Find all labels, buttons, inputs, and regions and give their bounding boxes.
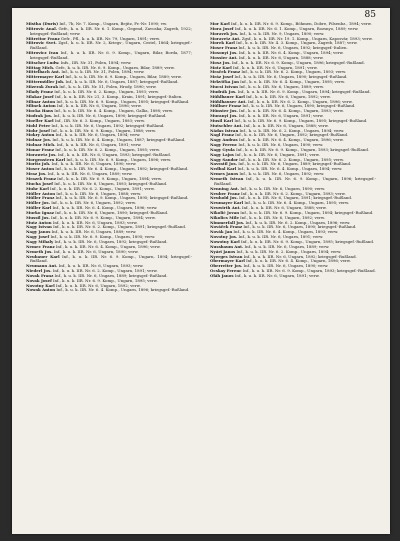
entry-name: Nyerges Istvan — [210, 253, 243, 259]
entry-name: Oláh Janos — [210, 272, 234, 278]
entry-name: Morgenstern Karl — [26, 156, 66, 162]
entry-details: Gefr., k. u. k. IIR. Nr. 6. 1. Komp., Gegend, Zavoska; Zagreb, 1922; kriegsgef.-Rußland; verw. — [30, 25, 192, 36]
entry-details: Inf., k. u. k. IIR. Nr. 6. 1. Komp., Ungarn, Rozsnyo, 1889; verw. — [233, 25, 359, 31]
entry-details: Inf., k. u. k. IIR. Nr. 6, Ungarn, 1890; kriegsgef.-Rußland. — [53, 209, 169, 215]
entry-name: Oberreiter Jos. — [210, 263, 243, 269]
entry-name: Nagy Gyula — [210, 146, 235, 152]
entry-name: Mraček Franz — [210, 69, 241, 75]
entry-details: Gefr., Pfl., k. u. k. IIR. Nr. 79, Ungarn, 1891; verw. — [59, 35, 161, 41]
entry-details: Inf., k. u. k. IIR. Nr. 6, Ungarn, 1891; kriegsgef.-Rußland. — [237, 195, 353, 201]
entry-name: Novotny Jos. — [210, 234, 238, 240]
entry-name: Nemes Janos — [210, 171, 239, 177]
entry-name: Navratil Jos. — [210, 161, 237, 167]
entry-name: Mlinar Anton — [26, 98, 56, 104]
entry-details: Inf., k. u. k. IIR. Nr. 6, Ungarn, 1892; kriegsgef.-Rußland. — [50, 122, 165, 128]
entry-name: Moravetz Ant. — [210, 35, 241, 41]
entry-name: Mosz Jos. — [210, 59, 231, 65]
entry-name: Mohr Josef — [26, 127, 50, 133]
entry-details: Inf., k. u. k. IIR. Nr. 6, Ungarn, 1890; verw. — [50, 161, 137, 167]
entry-name: Mokry Anton — [26, 132, 55, 138]
entry-name: Nagy Ferenc — [210, 142, 238, 148]
entry-details: Inf., k. u. k. IIR. Nr. 6, Ungarn, 1892; verw. — [238, 171, 325, 177]
entry-details: Inf., k. u. k. IIR. Nr. 6. 9. Komp., Ungarn, 1895; kriegsgef.-Rußland. — [55, 98, 190, 104]
entry-name: Mlady Franz — [26, 88, 53, 94]
entry-details: Inf., k. u. k. IIR. Nr. 6. 4. Komp., Ungarn, 1895; verw. — [243, 200, 350, 206]
entry-name: Mrkvička Jan — [210, 79, 239, 85]
entry-name: Moser Franz — [210, 45, 238, 51]
entry-name: Mráz Josef — [210, 74, 234, 80]
entry-name: Mrazek Franz — [26, 176, 56, 181]
entry-details: Inf., k. u. k. IIR. Nr. 6. 9. Komp., Ungarn, 1895; verw. — [51, 277, 158, 283]
entry-name: Morek Karl — [210, 40, 235, 46]
list-entry — [210, 274, 376, 279]
entry-name: Nikolics Mile — [210, 214, 239, 220]
entry-details: Inf., k. u. k. IIR. Nr. 6. 4. Komp., Ungarn, 1896; verw. — [244, 258, 351, 264]
entry-details: Inf., k. u. k. IIR. Nr. 6. 2. Komp., Ungarn, 1891; verw. — [48, 185, 155, 191]
entry-name: Mohl Peter — [26, 122, 51, 128]
entry-name: Monar Franz — [26, 146, 54, 152]
entry-name: Neumayer Karl — [210, 200, 244, 206]
entry-details: Inf., k. u. k. IIR. Nr. 6. 9. Komp., Ungarn, 1895; kriegsgef.-Rußland. — [233, 117, 368, 123]
entry-details: Infs., IIR. Nr. 31, Polen, 1894; verw. — [59, 59, 132, 65]
entry-details: Inf., k. u. k. IIR. Nr. 31, Polen, 1894; verw. — [60, 69, 145, 75]
entry-details: Inf., k. u. k. IIR. Nr. 6, Ungarn, 1890; verw. — [237, 142, 324, 148]
entry-details: Inf., k. u. k. IIR. Nr. 6, Ungarn, 1892; kriegsgef.-Rußland. — [53, 238, 168, 244]
entry-name: Mosonyi Jos. — [210, 50, 238, 56]
entry-details: Inf., k. u. k. IIR. Nr. 6. 2. Komp., Ungarn, 1894; verw. — [238, 127, 345, 133]
entry-name: Münster Jos. — [210, 108, 238, 114]
entry-details: Inf., k. u. k. IIR. Nr. 6, Ungarn, 1888; verw. — [242, 122, 329, 128]
entry-details: Inf., k. u. k. IIR. Nr. 6, Ungarn, 1892; verw. — [49, 200, 136, 206]
entry-name: Molnar Jos. — [26, 137, 52, 143]
entry-details: Inf., k. u. k. IIR. Nr. 6. 2. Komp., Ungarn, 1891; verw. — [51, 268, 158, 274]
entry-name: Nemeth Jos. — [26, 248, 53, 254]
entry-name: Novak Josef — [26, 277, 52, 283]
entry-details: Inf., k. u. k. IIR. Nr. 6. 2. Komp., Ungarn, 1895; verw. — [53, 146, 160, 152]
entry-name: Mraz Jos. — [26, 171, 47, 177]
entry-details: Inf., k. u. k. IIR. Nr. 6, Ungarn, 1889; kriegsgef.-Rußland. — [53, 272, 168, 278]
entry-name: Nemeth Istvan — [210, 176, 244, 181]
entry-name: Novak Franz — [26, 272, 54, 278]
entry-name: Mossier Ant. — [210, 54, 238, 60]
entry-name: Mora Josef — [210, 25, 234, 31]
entry-name: Obermayer Karl — [210, 258, 245, 264]
entry-name: Mudrák Jos. — [210, 88, 237, 94]
entry-name: Nimmerfall Jos. — [210, 219, 245, 225]
entry-name: Mittelbach Ant. — [26, 69, 61, 75]
entry-name: Müller Jos. — [26, 200, 50, 206]
entry-details: Inf., k. u. k. IIR. Nr. 9, Ungarn, 1890; verw. — [238, 30, 325, 36]
entry-name: Müllner Franz — [210, 103, 242, 109]
entry-details: Inf., k. u. k. IIR. Nr. 6. 4. Komp., Ungarn, 1896; kriegsgef.-Rußland. — [55, 287, 190, 293]
entry-name: Mlinek Anton — [26, 103, 56, 109]
entry-details: Inf., k. u. k. IIR. Nr. 6, Ungarn, 1889; verw. — [243, 243, 330, 249]
entry-details: Inf., k. u. k. IIR. Nr. 6, Ungarn, 1890; verw. — [52, 248, 139, 254]
entry-details: Inf., k. u. k. IIR. Nr. 6. 4. Komp., Ungarn, 1887; kriegsgef.-Rußland. — [51, 137, 186, 143]
entry-details: Inf., k. u. k. IIR. Nr. 6, Ungarn, 1888; verw. — [237, 54, 324, 60]
entry-details: Inf., k. u. k. IIR. Nr. 6. 2. Komp., Ungarn, 1894; verw. — [235, 248, 342, 254]
entry-details: Inf., k. u. k. IIR. Nr. 6. 2. Komp., Ungarn, 1895; verw. — [237, 156, 344, 162]
entry-name: Nowak Anton — [26, 287, 56, 293]
entry-name: Mitrovic Svet. — [26, 40, 57, 46]
entry-name: Moritz Joh. — [26, 161, 51, 167]
entry-name: Muranyi Jos. — [210, 113, 238, 119]
entry-details: Inf., k. u. k. IIR. Nr. 6, Ungarn, 1888; verw. — [240, 205, 327, 211]
entry-name: Mucha Josef — [26, 180, 53, 186]
entry-name: Motz Karl — [210, 64, 232, 70]
entry-name: Neuhold Jos. — [210, 195, 238, 201]
entry-details: Inf., k. u. k. IIR. Nr. 6. 9. Komp., Ungarn, 1895; kriegsgef.-Rußland. — [239, 238, 375, 244]
entry-name: Nádas Istvan — [210, 127, 239, 133]
entry-details: Inf., k. u. k. IIR. Nr. 6, Ungarn, 1889; verw. — [50, 229, 137, 235]
entry-details: Inf., k. u. k. IIR. Nr. 6, Ungarn, 1887; kriegsgef.-Rußland. — [64, 79, 179, 85]
entry-name: Mitreitor Franz — [26, 35, 60, 41]
entry-details: Inf., k. u. k. IIR. Nr. 6, Ungarn, 1893; verw. — [57, 263, 144, 269]
entry-details: Inf., 7b, Nr. 7. Komp., Ungarn, Bejitz, Fr.-Nr. 1090; vw. — [58, 21, 167, 26]
entry-name: Mittermayer Karl — [26, 74, 65, 80]
entry-details: Inf., k. u. k. IIR. Nr. 21, 3. Komp., Krain, 1891; kriegsgef.-Italien. — [53, 93, 183, 99]
column-right — [210, 22, 376, 279]
entry-details: Inf., k. u. k. IIR. Nr. 6, Ungarn, 1890; verw. — [239, 185, 326, 191]
entry-name: Neubauer Karl — [26, 253, 60, 259]
entry-name: Mocka Hans — [26, 108, 54, 114]
entry-details: Inf., k. u. k. IIR. Nr. 6, Ungarn, 1890; verw. — [242, 263, 329, 269]
entry-name: Nováček Franz — [210, 224, 243, 230]
entry-name: Müller Franz — [26, 195, 55, 201]
entry-details: Inf., k. u. k. IIR. Nr. 6. 4. Komp., Ungarn, Gallia, 1898; verw. — [53, 108, 174, 114]
entry-details: Inf., k. u. k. IIR. Nr. 6, Ungarn, 1891; verw. — [55, 142, 142, 148]
entry-details: Inf., k. u. k. IIR. Nr. 6. 9. Komp., Ungarn, 1896; verw. — [65, 156, 172, 162]
entry-details: Inf., k. u. k. IIR. Nr. 6, Ungarn, 1890; kriegsgef.-Rußland. — [233, 74, 348, 80]
entry-name: Mittag Mich. — [26, 64, 55, 70]
entry-details: Inf., k. u. k. IIR. Nr. 6, Ungarn, 1892; verw. — [54, 282, 141, 288]
entry-details: Inf., k. u. k. IIR. Nr. 6. 2. Komp., Ungarn, 1896; verw. — [246, 98, 353, 104]
entry-name: Müller Karl — [26, 205, 52, 211]
entry-details: Inf., k. u. k. IIR. Nr. 6, Ungarn, 1890; kriegsgef.-Rußland. — [241, 103, 356, 109]
entry-name: Murko Ignaz — [26, 209, 54, 215]
column-left — [26, 22, 192, 293]
entry-name: Mizerak Zurak — [26, 83, 59, 89]
entry-details: Inf., IIR. Nr. 6. 3. Komp., Ungarn, 1893; verw. — [53, 117, 146, 123]
entry-details: Inf., k. u. k. IIR. Nr. 6, Ungarn, 1893; kriegsgef.-Rußland. — [56, 151, 171, 157]
entry-details: Inf., k. u. k. IIR. Nr. 6. 9. Komp., Ungarn, 1895; verw. — [49, 234, 156, 240]
entry-name: Mühlbauer Karl — [210, 93, 245, 99]
list-entry — [26, 288, 192, 293]
entry-name: Nagy Andras — [210, 137, 238, 143]
entry-details: Inf., k. u. k. IIR. Nr. 6, Ungarn, 1891; verw. — [237, 234, 324, 240]
entry-name: Nagl Franz — [210, 132, 234, 138]
entry-details: Inf., k. u. k. IIR. Nr. 6, Ungarn, 1892; verw. — [244, 93, 331, 99]
entry-name: Mitrovic Anal. — [26, 25, 58, 31]
entry-name: Nagy Sandor — [210, 156, 238, 162]
entry-name: Nagy Lajos — [210, 151, 234, 157]
entry-details: Inf., k. u. k. IIR. Nr. 6. 9. Komp., Ungarn, 1894; kriegsgef.-Rußland. — [236, 88, 371, 94]
entry-details: Zgsf., k. u. k. IIR. Nr. 19. 1. Komp., Ungarn, Kaposvár, 1893; verw. — [240, 35, 373, 41]
entry-details: Inf., k. u. k. IIR. Nr. 4. 3. Komp., Ungarn, Zagreb, 1887; verw. — [234, 40, 358, 46]
entry-details: Inf., k. u. k. IIR. Nr. 6. 9. Komp., Ungarn, 1894; verw. — [55, 176, 162, 181]
entry-name: Novák Jan — [210, 229, 233, 235]
entry-details: Inf., k. u. k. IIR. Nr. 6. 2. Komp., Ungarn, 1893; verw. — [239, 190, 346, 196]
entry-details: Inf., k. u. k. IIR. Nr. 6. 4. Komp., Ungarn, 1896; verw. — [54, 243, 161, 249]
entry-details: Inf., k. u. k. IIR. Nr. 6. 4. Komp., Ungarn, 1894; verw. — [236, 166, 343, 172]
page-number: 85 — [364, 10, 376, 20]
entry-details: Inf., k. u. k. IIR. Nr. 6. 4. Komp., Ungarn, 1892; kriegsgef.-Rußland. — [54, 166, 189, 172]
entry-name: Nussbaum Ant. — [210, 243, 244, 249]
entry-details: Inf., k. u. k. IIR. Nr. 6. 9. Komp., Ungarn, 1894; kriegsgef.-Rußland. — [239, 209, 374, 215]
entry-details: Gefr., k. u. k. IIR. Nr. 6. 9. Komp., Ungarn, Bilar, 1889; verw. — [54, 64, 175, 70]
entry-name: Mutz Anton — [26, 219, 52, 225]
entry-name: Novotny Karl — [26, 282, 55, 288]
entry-details: Inf., k. u. k. IIR. Nr. 6. 4. Komp., Ungarn, 1893; verw. — [237, 108, 344, 114]
entry-details: Inf., k. u. k. IIR. Nr. 6. 4. Komp., Ungarn, 1893; verw. — [232, 229, 339, 235]
entry-details: Inf., k. u. k. IIR. Nr. 6, Ungarn, 1891; verw. — [231, 64, 318, 70]
entry-name: Mühlhauser Ant. — [210, 98, 247, 104]
entry-details: Inf., k. u. k. IIR. Nr. 6. 9. Komp., Ungarn, 1893; kriegsgef.-Rußland. — [241, 268, 376, 274]
entry-details: Inf., k. u. k. IIR. Nr. 6. 4. Komp., Ungarn, 1896; verw. — [51, 205, 158, 211]
entry-details: Inf., k. u. k. IIR. Nr. 6. 2. Komp., Ungarn, 1893; verw. — [52, 88, 159, 94]
entry-name: Müller Anton — [26, 190, 56, 196]
entry-name: Nedbal Karl — [210, 166, 237, 172]
entry-name: Niederl Jos. — [26, 268, 52, 274]
entry-name: Moravek Jos. — [210, 30, 239, 36]
entry-name: Mucsi Istvan — [210, 83, 238, 89]
entry-details: Inf., k. u. k. IIR. Nr. 6, Ungarn, 1893; kriegsgef.-Rußland. — [52, 180, 168, 186]
entry-details: Inf., k. u. k. IIR. Nr. 6. 9. Komp., Ungarn, Bilar, 1889; verw. — [64, 74, 182, 80]
entry-name: Nagy Janos — [26, 229, 51, 235]
entry-details: Zgsf., k. u. k. IIR. Nr. 2, Kriegs-, Ungarn, Cestel, 1864; kriegsgef.-Rußland. — [30, 40, 193, 51]
entry-details: Inf., k. u. k. IIR. Nr. 6, Ungarn, 1892; kriegsgef.-Rußland. — [242, 253, 357, 259]
entry-details: Inf., k. u. k. IIR. Nr. 51, Polen, Hrody, 1890; verw. — [58, 83, 157, 89]
entry-name: Muhr Karl — [26, 185, 49, 191]
entry-details: Inf., k. u. k. IIR. Nr. 6, Ungarn, 1888; verw. — [55, 190, 142, 196]
entry-name: Nenning Ant. — [210, 185, 240, 191]
entry-name: Mistha (Duris) — [26, 21, 59, 26]
entry-name: Mussil Jos. — [26, 214, 50, 220]
entry-name: Ocskay Ferenc — [210, 268, 242, 274]
entry-details: Inf., k. u. k. IIR. Nr. 6, Ungarn, 1890; kriegsgef.-Rußland. — [242, 224, 357, 230]
entry-details: Inf., k. u. k. IIR. Nr. 6, Ungarn, 1889; verw. — [46, 171, 133, 177]
entry-name: Morawetz Jos. — [26, 151, 57, 157]
entry-details: Inf., k. u. k. IIR. Nr. 6. 9. Komp., Ungarn, 1893; kriegsgef.-Rußland. — [234, 146, 370, 152]
entry-details: Inf., k. u. k. IIR. Nr. 6. 9. Komp., Ungarn, 1894; kriegsgef.-Rußland. — [30, 253, 192, 264]
entry-details: Inf., k. u. k. IIR. Nr. 6. 4. Komp., Ungarn, 1894; verw. — [237, 50, 344, 56]
entry-details: Inf., k. u. k. IIR. Nr. 6. 9. Komp., Ungarn, 1895; kriegsgef.-Rußland. — [54, 195, 189, 201]
entry-details: Inf., k. u. k. IIR. Nr. 6. 9. Komp., Böhmen, Dobre, Pilsenbz., 1894; verw. — [229, 21, 372, 26]
entry-name: Mor Karl — [210, 21, 230, 26]
entry-name: Musil Karl — [210, 117, 234, 123]
entry-details: Inf., k. u. k. IIR. Nr. 6, Ungarn, 1891; verw. — [233, 151, 320, 157]
entry-details: Inf., k. u. k. IIR. Nr. 6. 4. Komp., Ungarn, 1895; verw. — [238, 79, 345, 85]
entry-details: Inf., k. u. k. IIR. Nr. 6, Ungarn, 1892; kriegsgef.-Italien. — [237, 45, 348, 51]
entry-details: Inf., k. u. k. IIR. Nr. 6. 2. Komp., Ungarn, 1891; kriegsgef.-Rußland. — [51, 224, 187, 230]
entry-details: Inf., k. u. k. IIR. Nr. 6, Ungarn, 1892; kriegsgef.-Rußland. — [233, 132, 349, 138]
entry-name: Mutschler Ant. — [210, 122, 243, 128]
entry-details: Inf., k. u. k. IIR. Nr. 6. 9. Komp., Ungarn, 1888; verw. — [49, 127, 156, 133]
document-page — [12, 8, 390, 534]
entry-name: Mitscher Ludw. — [26, 59, 60, 65]
entry-name: Molnar Mich. — [26, 142, 56, 148]
entry-name: Neumann Ant. — [26, 263, 58, 269]
entry-name: Neuber Franz — [210, 190, 240, 196]
entry-details: Inf., k. u. k. IIR. Nr. 6, Ungarn, 1896; verw. — [55, 103, 142, 109]
entry-details: Inf., k. u. k. IIR. Nr. 6. 9. Komp., Ungarn, Bilar, Borda, 1877; kriegsgef.-Rußland. — [30, 50, 192, 60]
entry-name: Mitrovicz Ivan — [26, 50, 59, 56]
entry-name: Neuwirth Ant. — [210, 205, 241, 211]
entry-details: Inf., k. u. k. IIR. Nr. 6. 4. Komp., Ungarn, 1896; verw. — [237, 137, 344, 143]
entry-details: Inf., k. u. k. IIR. Nr. 6, Ungarn, 1891; verw. — [233, 272, 320, 278]
entry-name: Mittermüller Joh. — [26, 79, 65, 85]
entry-name: Moeller Karl — [26, 117, 54, 123]
entry-details: Inf., k. u. k. IIR. Nr. 6. 2. Komp., Ungarn, 1896; verw. — [244, 219, 351, 225]
entry-name: Nagy Istvan — [26, 224, 52, 230]
entry-details: Inf., k. u. k. IIR. Nr. 6, Ungarn, 1890; kriegsgef.-Rußland. — [52, 113, 167, 119]
entry-name: Nagy Mihaly — [26, 238, 54, 244]
entry-details: Inf., k. u. k. IIR. Nr. 6. 9. Komp., Ungarn, 1894; verw. — [49, 214, 156, 220]
entry-details: Inf., k. u. k. IIR. Nr. 6, Ungarn, 1889; kriegsgef.-Rußland. — [237, 161, 352, 167]
entry-name: Nikolić Jovan — [210, 209, 240, 215]
entry-name: Modrak Jos. — [26, 113, 53, 119]
entry-name: Moser Anton — [26, 166, 55, 172]
entry-name: Mlakar Josef — [26, 93, 54, 99]
entry-name: Nemec Franz — [26, 243, 55, 249]
entry-details: Inf., k. u. k. IIR. Nr. 6. 9. Komp., Ungarn, 1896; kriegsgef.-Rußland. — [230, 59, 365, 65]
entry-name: Nowotny Karl — [210, 238, 240, 244]
entry-details: Inf., k. u. k. IIR. Nr. 6, Ungarn, 1889; verw. — [237, 83, 324, 89]
entry-details: Inf., k. u. k. IIR. Nr. 6, Ungarn, 1892; verw. — [238, 214, 325, 220]
entry-details: Inf., k. u. k. IIR. Nr. 6, Ungarn, 1894; verw. — [54, 132, 141, 138]
entry-details: Inf., k. u. k. IIR. Nr. 6. 2. Komp., Ungarn, 1893; verw. — [240, 69, 347, 75]
entry-name: Nyári Janos — [210, 248, 236, 254]
entry-details: Inf., k. u. k. IIR. Nr. 6, Ungarn, 1891; verw. — [237, 113, 324, 119]
entry-details: Inf., k. u. k. IIR. Nr. 6. 9. Komp., Ungarn, 1896; kriegsgef.-Rußland. — [214, 176, 376, 186]
entry-details: Inf., k. u. k. IIR. Nr. 6, Ungarn, 1893; verw. — [51, 219, 138, 225]
entry-name: Nagy Josef — [26, 234, 50, 240]
